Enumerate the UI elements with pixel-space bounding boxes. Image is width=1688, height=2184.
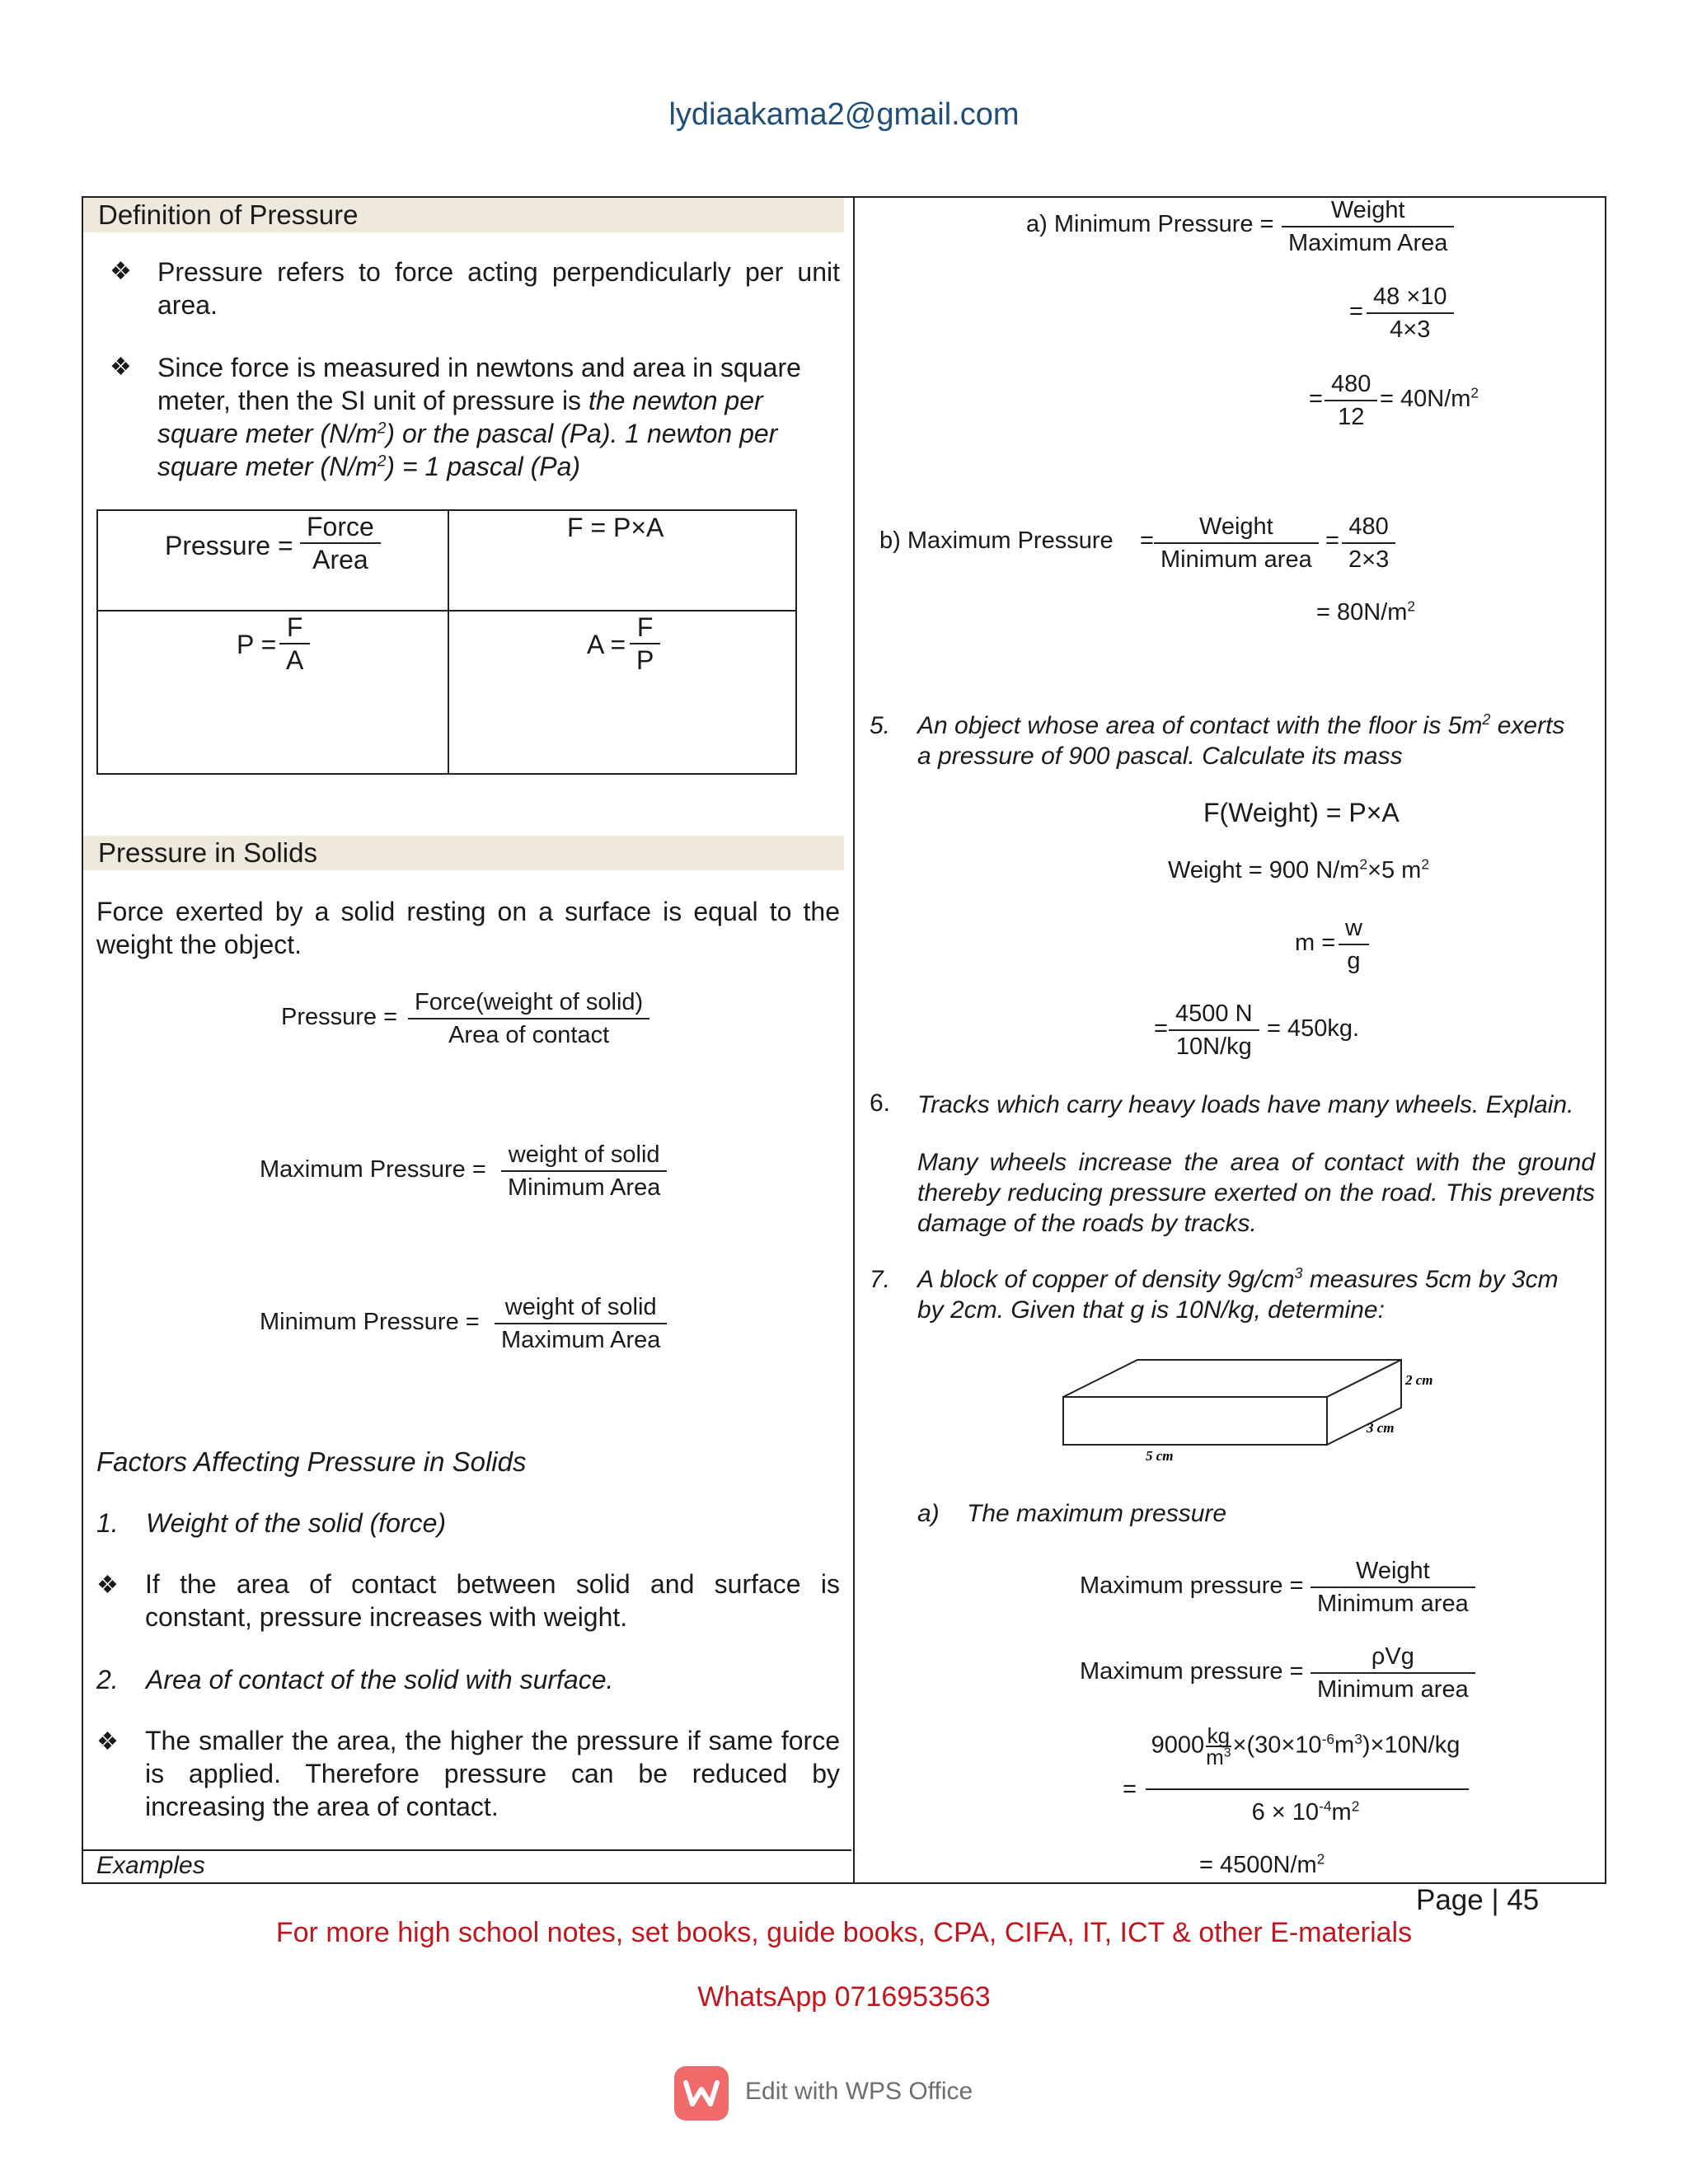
- mp3-eq: =: [1123, 1776, 1137, 1802]
- q5-m-label: m =: [1295, 930, 1336, 956]
- mp2-label: Maximum pressure =: [1080, 1658, 1304, 1685]
- q5-formula-2: Weight = 900 $N/m^2\times 5$ $m^2$: [1168, 855, 1430, 883]
- factor-2-title: Area of contact of the solid with surface.: [146, 1665, 614, 1694]
- table-p-fraction: $\frac{F}{A}$: [279, 612, 310, 676]
- factor-1-text: If the area of contact between solid and surface is constant, pressure increases with weight.: [145, 1569, 840, 1632]
- a-step-2-fraction: $\frac{480}{12}$: [1325, 368, 1377, 433]
- b-eq-1: =: [1140, 527, 1154, 554]
- column-divider: [853, 196, 855, 1884]
- block-height-label: 2 cm: [1405, 1372, 1433, 1388]
- heading-definition: Definition of Pressure: [83, 198, 844, 232]
- q5-eq: =: [1154, 1015, 1168, 1042]
- q6-answer: Many wheels increase the area of contact with the ground thereby reducing pressure exerted on the road. This prevents damage of the roads by tracks.: [917, 1149, 1595, 1237]
- copper-block-diagram: [1055, 1352, 1492, 1467]
- mp3-numerator: 9000 $\frac{kg}{m^3}$ $\times(30\times 10^{-6}m^3)\times 10N/kg$: [1151, 1723, 1461, 1769]
- mp-result: = $4500N/m^2$: [1199, 1850, 1325, 1878]
- table-pressure-fraction: Force Area: [300, 511, 381, 575]
- b-max-pressure-label: b) Maximum Pressure: [879, 527, 1114, 554]
- qa-text: The maximum pressure: [967, 1500, 1227, 1527]
- solid-pressure-label: Pressure =: [281, 1004, 398, 1030]
- page-number: Page | 45: [1416, 1884, 1540, 1916]
- max-pressure-fraction: weight of solid Minimum Area: [501, 1139, 667, 1203]
- examples-divider: [83, 1849, 851, 1851]
- q7-text: A block of copper of density $9g/cm^3$ measures 5cm by 3cm by 2cm. Given that g is 10N/kg, determine:: [917, 1265, 1559, 1324]
- a-step-1-fraction: $\frac{48 \times 10}{4\times 3}$: [1367, 281, 1454, 345]
- b-result: = $80N/m^2$: [1316, 598, 1416, 626]
- max-pressure-label: Maximum Pressure =: [260, 1156, 486, 1183]
- q7-number: 7.: [870, 1266, 891, 1293]
- solids-text: Force exerted by a solid resting on a surface is equal to the weight the object.: [96, 897, 840, 959]
- factor-2-text: The smaller the area, the higher the pressure if same force is applied. Therefore pressure can be reduced by increasing the area of contact.: [145, 1726, 840, 1821]
- block-depth-label: 3 cm: [1367, 1420, 1395, 1436]
- table-p-label: P =: [237, 630, 277, 659]
- a-eq-2: =: [1309, 386, 1323, 412]
- table-pressure-label: Pressure =: [165, 531, 293, 560]
- diamond-bullet-icon: ❖: [110, 258, 132, 285]
- factors-heading: Factors Affecting Pressure in Solids: [96, 1446, 527, 1477]
- a-eq-1: =: [1349, 298, 1363, 325]
- qa-label: a): [917, 1500, 940, 1527]
- factor-1-number: 1.: [96, 1508, 119, 1538]
- factor-1-title: Weight of the solid (force): [146, 1508, 447, 1538]
- min-pressure-label: Minimum Pressure =: [260, 1309, 480, 1335]
- definition-bullet-2: Since force is measured in newtons and area in square meter, then the SI unit of pressure is the newton per square meter $(N/m^2)$ or the pascal (Pa). 1 newton per square meter $(N/m^2) = 1$ pascal (Pa): [157, 353, 801, 481]
- block-width-label: 5 cm: [1146, 1448, 1174, 1464]
- b-eq-2: =: [1325, 527, 1339, 554]
- heading-pressure-in-solids: Pressure in Solids: [83, 836, 844, 870]
- q5-result-fraction: $\frac{4500 N}{10N/kg}$: [1169, 998, 1259, 1062]
- mp1-fraction: Weight Minimum area: [1311, 1555, 1475, 1619]
- whatsapp-text[interactable]: WhatsApp 0716953563: [697, 1981, 991, 2013]
- q6-text: Tracks which carry heavy loads have many wheels. Explain.: [917, 1091, 1574, 1118]
- definition-bullet-1: Pressure refers to force acting perpendicularly per unit area.: [157, 257, 840, 320]
- a-result: = $40N/m^2$: [1380, 384, 1479, 412]
- b-step-fraction: $\frac{480}{2\times 3}$: [1342, 511, 1395, 575]
- mp3-denominator: $6 \times 10^{-4}m^2$: [1251, 1797, 1360, 1825]
- mp1-label: Maximum pressure =: [1080, 1572, 1304, 1599]
- q5-text: An object whose area of contact with the floor is $5m^2$ exerts a pressure of 900 pascal. Calculate its mass: [917, 711, 1565, 770]
- q6-number: 6.: [870, 1090, 891, 1117]
- factor-2-number: 2.: [96, 1665, 119, 1694]
- header-email: lydiaakama2@gmail.com: [668, 97, 1020, 132]
- q5-m-fraction: $\frac{w}{g}$: [1339, 912, 1369, 977]
- b-max-pressure-fraction: Weight Minimum area: [1154, 511, 1319, 575]
- table-a-label: A =: [587, 630, 626, 659]
- diamond-bullet-icon: ❖: [110, 354, 132, 381]
- wps-logo-icon[interactable]: [674, 2066, 729, 2121]
- min-pressure-fraction: weight of solid Maximum Area: [495, 1291, 667, 1356]
- a-min-pressure-fraction: Weight Maximum Area: [1282, 194, 1454, 259]
- mp3-fraction-bar: [1146, 1788, 1469, 1790]
- diamond-bullet-icon: ❖: [96, 1572, 119, 1599]
- q5-number: 5.: [870, 712, 891, 739]
- solid-pressure-fraction: Force(weight of solid) Area of contact: [408, 987, 649, 1051]
- a-min-pressure-label: a) Minimum Pressure =: [1026, 211, 1274, 237]
- wps-edit-link[interactable]: Edit with WPS Office: [745, 2078, 973, 2105]
- table-a-fraction: $\frac{F}{P}$: [630, 612, 660, 676]
- q5-formula-1: F(Weight) = P×A: [1203, 798, 1400, 827]
- table-force-formula: F = P×A: [567, 513, 664, 542]
- examples-label: Examples: [96, 1852, 205, 1879]
- promo-text[interactable]: For more high school notes, set books, guide books, CPA, CIFA, IT, ICT & other E-materials: [275, 1917, 1413, 1948]
- diamond-bullet-icon: ❖: [96, 1728, 119, 1755]
- mp2-fraction: ρVg Minimum area: [1311, 1641, 1475, 1705]
- q5-result: = 450kg.: [1267, 1015, 1360, 1042]
